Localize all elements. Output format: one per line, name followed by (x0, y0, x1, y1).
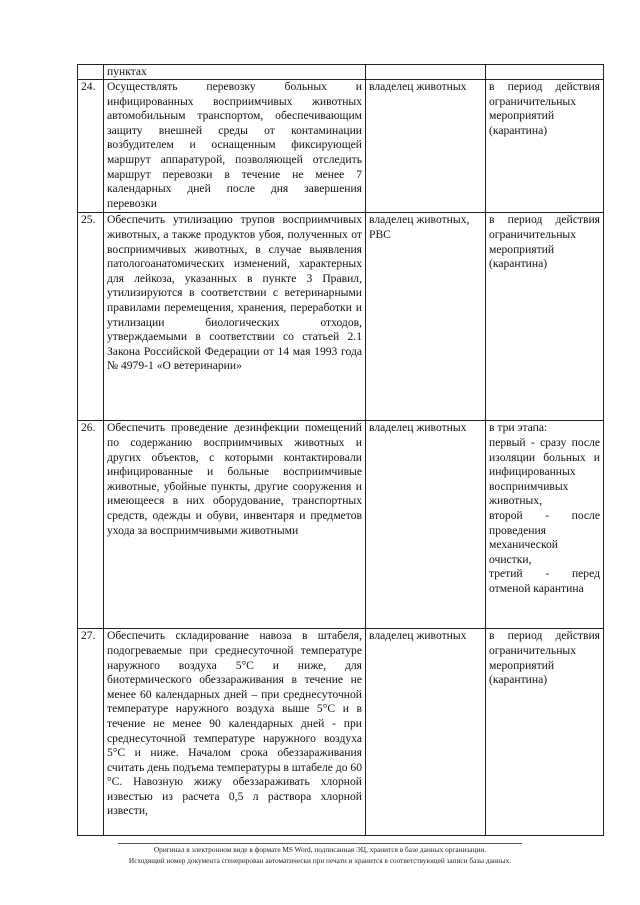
cell-deadline (486, 65, 604, 80)
footer-divider (118, 843, 522, 844)
footer-line-2: Исходящий номер документа сгенерирован автоматически при печати и хранится в соответствующей записи базы данных. (128, 855, 512, 865)
row-action: Обеспечить утилизацию трупов восприимчивых животных, а также продуктов убоя, полученных от восприимчивых животных, в случае выявления патологоанатомических изменений, характерных для лейкоза, указанных в пункте 3 Правил, утилизируются в соответствии с ветеринарными правилами перемещения, хранения, переработки и утилизации биологических отходов, утверждаемыми в соответствии со статьей 2.1 Закона Российской Федерации от 14 мая 1993 года № 4979-1 «О ветеринарии» (104, 213, 366, 421)
row-responsible: владелец животных (366, 80, 486, 213)
row-number: 27. (78, 629, 104, 836)
cell-action-continuation: пунктах (104, 65, 366, 80)
row-number: 26. (78, 421, 104, 629)
row-action: Обеспечить складирование навоза в штабеля, подогреваемые при среднесуточной температуре наружного воздуха 5°С и ниже, для биотермического обеззараживания в течение не менее 60 календарных дней – при среднесуточной температуре наружного воздуха выше 5°С и в течение не менее 90 календарных дней - при среднесуточной температуре наружного воздуха 5°С и ниже. Началом срока обеззараживания считать день подъема температуры в штабеле до 60 °С. Навозную жижу обеззараживать хлорной известью из расчета 0,5 л раствора хлорной извести, (104, 629, 366, 836)
cell-num (78, 65, 104, 80)
row-responsible: владелец животных (366, 629, 486, 836)
table-row (78, 213, 604, 421)
row-action: Обеспечить проведение дезинфекции помещений по содержанию восприимчивых животных и других объектов, с которыми контактировали инфицированные и больные восприимчивые животные, убойные пункты, другие сооружения и имеющееся в них оборудование, транспортных средств, одежды и обуви, инвентаря и предметов ухода за восприимчивыми животными (104, 421, 366, 629)
row-deadline: в период действия ограничительных мероприятий (карантина) (486, 80, 604, 213)
row-deadline: в период действия ограничительных мероприятий (карантина) (486, 213, 604, 421)
row-responsible: владелец животных, РВС (366, 213, 486, 421)
table-row (78, 421, 604, 629)
cell-responsible (366, 65, 486, 80)
page-footer (0, 845, 640, 866)
measures-table (77, 64, 604, 836)
row-deadline: в три этапа: первый - сразу после изоляции больных и инфицированных восприимчивых животных, второй - после проведения механической очистки, третий - перед отменой карантина (486, 421, 604, 629)
row-number: 25. (78, 213, 104, 421)
table-row (78, 80, 604, 213)
footer-line-1: Оригинал в электронном виде в формате MS Word, подписанная ЭЦ, хранится в базе данных организации. (153, 845, 487, 854)
row-deadline: в период действия ограничительных мероприятий (карантина) (486, 629, 604, 836)
table-row-continuation (78, 65, 604, 80)
row-number: 24. (78, 80, 104, 213)
table-row (78, 629, 604, 836)
row-responsible: владелец животных (366, 421, 486, 629)
row-action: Осуществлять перевозку больных и инфицированных восприимчивых животных автомобильным транспортом, обеспечивающим защиту внешней среды от контаминации возбудителем и оснащенным фиксирующей маршрут аппаратурой, позволяющей отследить маршрут перевозки в течение не менее 7 календарных дней после дня завершения перевозки (104, 80, 366, 213)
